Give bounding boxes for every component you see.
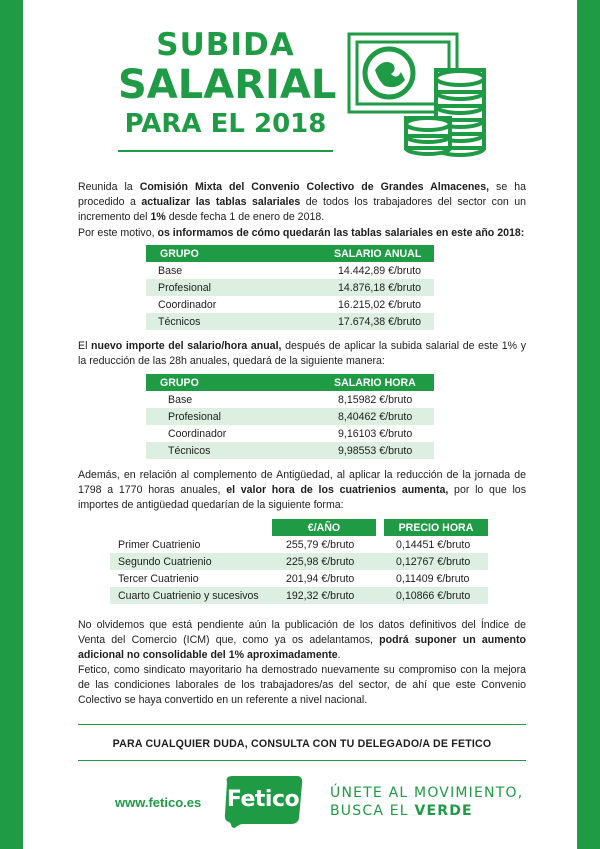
closing-text-1: No olvidemos que está pendiente aún la publicación de los datos definitivos del Índice de Venta del Comercio (ICM) que, como ya os adelantamos, bbox=[78, 619, 526, 646]
intro-text-4: actualizar las tablas salariales bbox=[141, 196, 301, 208]
footer-rule-top bbox=[78, 724, 526, 725]
col-header-empty bbox=[110, 519, 272, 536]
footer-rule-bottom bbox=[78, 760, 526, 761]
cell-grupo: Técnicos bbox=[146, 442, 320, 459]
intro-text-7: desde fecha 1 de enero de 2018. bbox=[165, 211, 325, 223]
closing-text-3: . bbox=[337, 649, 341, 661]
cell-euro-ano: 225,98 €/bruto bbox=[272, 553, 376, 570]
cell-grupo: Coordinador bbox=[168, 427, 227, 440]
cell-cuatrienio: Primer Cuatrienio bbox=[118, 538, 201, 551]
intro-paragraph-2 bbox=[78, 226, 526, 241]
table-header-row bbox=[146, 374, 434, 391]
fetico-logo[interactable] bbox=[221, 774, 305, 828]
cell-salario: 9,16103 €/bruto bbox=[338, 427, 413, 440]
col-header-gap bbox=[376, 519, 384, 536]
col-header-salario-anual: SALARIO ANUAL bbox=[320, 245, 434, 262]
right-green-band bbox=[577, 0, 600, 849]
table-row bbox=[110, 553, 488, 570]
cuatrienios-table bbox=[110, 519, 488, 604]
intro-text-1: Reunida la bbox=[78, 181, 140, 193]
middle-text-3: después de aplicar la subida salarial de este 1% y la reducción de las 28h anuales, quedará de la siguiente manera: bbox=[78, 340, 526, 367]
intro-text-6: 1% bbox=[150, 211, 166, 223]
slogan-line-1: ÚNETE AL MOVIMIENTO, bbox=[330, 785, 524, 801]
intro-text-9: os informamos de cómo quedarán las tablas salariales en este año 2018: bbox=[157, 227, 525, 239]
col-header-precio-hora: PRECIO HORA bbox=[384, 519, 488, 536]
cell-grupo: Profesional bbox=[146, 279, 320, 296]
col-header-grupo: GRUPO bbox=[146, 374, 320, 391]
cell-salario: 16.215,02 €/bruto bbox=[338, 298, 422, 311]
cell-euro-ano: 201,94 €/bruto bbox=[286, 572, 355, 585]
title-underline bbox=[118, 150, 333, 152]
intro-paragraph bbox=[78, 180, 526, 225]
closing-text-2: podrá suponer un aumento adicional no consolidable del 1% aproximadamente bbox=[78, 634, 526, 661]
cell-grupo: Profesional bbox=[146, 408, 320, 425]
table-row bbox=[110, 536, 488, 553]
antiguedad-text-2: el valor hora de los cuatrienios aumenta, bbox=[226, 484, 449, 496]
cell-grupo: Técnicos bbox=[146, 313, 320, 330]
table-row bbox=[146, 442, 434, 459]
middle-text-2: nuevo importe del salario/hora anual, bbox=[91, 340, 282, 352]
cell-salario: 8,40462 €/bruto bbox=[320, 408, 434, 425]
annual-salary-table bbox=[146, 245, 434, 330]
intro-text-5: de todos los trabajadores del sector con un incremento del bbox=[78, 196, 526, 223]
slogan-line-2-a: BUSCA EL bbox=[330, 803, 415, 819]
intro-text-8: Por este motivo, bbox=[78, 227, 158, 239]
cell-salario: 14.442,89 €/bruto bbox=[338, 264, 422, 277]
cell-grupo: Coordinador bbox=[158, 298, 217, 311]
slogan bbox=[330, 784, 523, 820]
fetico-paragraph: Fetico, como sindicato mayoritario ha demostrado nuevamente su compromiso con la mejora de las condiciones laborales de los trabajadores/as del sector, de ahí que este Convenio Colectivo se haya convertido en un referente a nivel nacional. bbox=[78, 664, 526, 706]
page-title bbox=[118, 27, 337, 139]
title-line-1: SUBIDA bbox=[156, 27, 295, 63]
table-row bbox=[146, 296, 434, 313]
hourly-salary-table bbox=[146, 374, 434, 459]
cell-salario: 8,15982 €/bruto bbox=[338, 393, 413, 406]
intro-text-3: se ha procedido a bbox=[78, 181, 526, 208]
contact-call-to-action: PARA CUALQUIER DUDA, CONSULTA CON TU DELEGADO/A DE FETICO bbox=[112, 738, 492, 750]
table-row bbox=[110, 570, 488, 587]
cell-gap bbox=[376, 536, 384, 553]
cell-cuatrienio: Segundo Cuatrienio bbox=[110, 553, 272, 570]
table-row bbox=[146, 279, 434, 296]
middle-text-1: El bbox=[78, 340, 92, 352]
intro-text-2: Comisión Mixta del Convenio Colectivo de Grandes Almacenes, bbox=[139, 181, 490, 193]
table-header-row bbox=[146, 245, 434, 262]
table-row bbox=[110, 587, 488, 604]
cell-precio-hora: 0,10866 €/bruto bbox=[384, 587, 488, 604]
antiguedad-paragraph bbox=[78, 468, 526, 513]
table-row bbox=[146, 313, 434, 330]
title-line-2: SALARIAL bbox=[118, 62, 337, 108]
cell-salario: 14.876,18 €/bruto bbox=[320, 279, 434, 296]
cell-salario: 17.674,38 €/bruto bbox=[320, 313, 434, 330]
cell-gap bbox=[376, 587, 384, 604]
antiguedad-text-1: Además, en relación al complemento de Antigüedad, al aplicar la reducción de la jornada de 1798 a 1770 horas anuales, bbox=[78, 469, 526, 496]
logo-text: Fetico bbox=[226, 787, 300, 812]
cell-gap bbox=[376, 553, 384, 570]
cell-grupo: Base bbox=[158, 264, 183, 277]
table-row bbox=[146, 262, 434, 279]
cell-precio-hora: 0,12767 €/bruto bbox=[384, 553, 488, 570]
hourly-intro-paragraph bbox=[78, 339, 526, 369]
slogan-line-2 bbox=[330, 802, 523, 820]
icm-paragraph bbox=[78, 618, 526, 663]
cell-cuatrienio: Cuarto Cuatrienio y sucesivos bbox=[110, 587, 272, 604]
antiguedad-text-3: por lo que los importes de antigüedad quedarían de la siguiente forma: bbox=[78, 484, 526, 511]
cell-euro-ano: 192,32 €/bruto bbox=[272, 587, 376, 604]
cell-cuatrienio: Tercer Cuatrienio bbox=[118, 572, 199, 585]
money-bill-and-coins-icon bbox=[345, 30, 490, 158]
col-header-salario-hora: SALARIO HORA bbox=[320, 374, 434, 391]
cell-gap bbox=[376, 570, 384, 587]
title-line-3: PARA EL 2018 bbox=[124, 109, 327, 139]
left-green-band bbox=[0, 0, 23, 849]
website-link[interactable]: www.fetico.es bbox=[115, 795, 202, 810]
cell-euro-ano: 255,79 €/bruto bbox=[286, 538, 355, 551]
cell-grupo: Base bbox=[168, 393, 193, 406]
table-row bbox=[146, 391, 434, 408]
slogan-line-2-b: VERDE bbox=[414, 803, 473, 819]
cell-salario: 9,98553 €/bruto bbox=[320, 442, 434, 459]
col-header-euro-ano: €/AÑO bbox=[272, 519, 376, 536]
table-row bbox=[146, 408, 434, 425]
table-row bbox=[146, 425, 434, 442]
cell-precio-hora: 0,14451 €/bruto bbox=[396, 538, 471, 551]
cell-precio-hora: 0,11409 €/bruto bbox=[396, 572, 470, 585]
table-header-row bbox=[110, 519, 488, 536]
col-header-grupo: GRUPO bbox=[146, 245, 320, 262]
